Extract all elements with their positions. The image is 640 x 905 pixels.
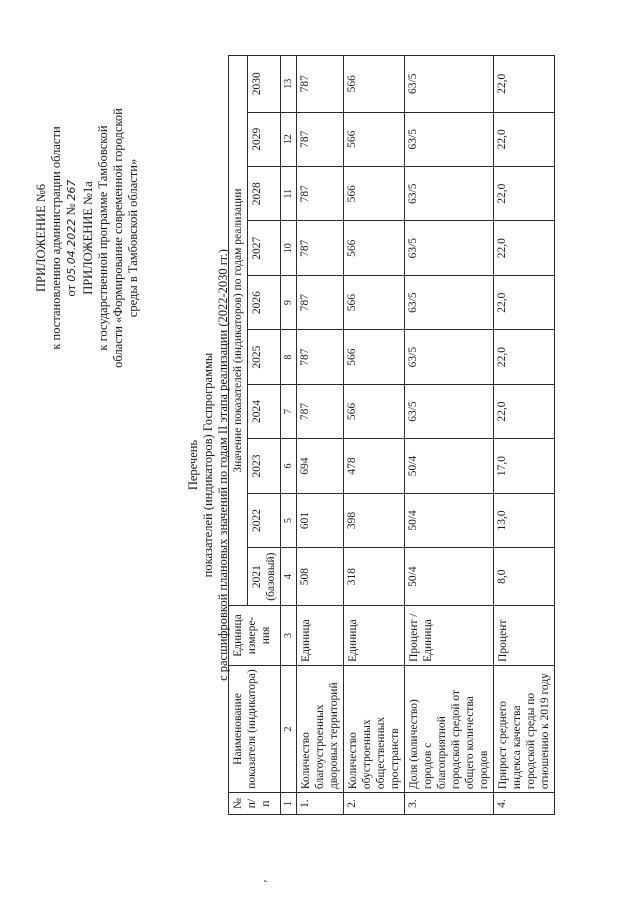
value-cell: 398 <box>344 493 405 547</box>
value-cell: 22,0 <box>494 167 555 221</box>
value-cell: 50/4 <box>405 493 494 547</box>
value-cell: 787 <box>297 330 344 384</box>
column-number-cell: 9 <box>281 275 297 329</box>
value-cell: 318 <box>344 548 405 606</box>
table-row <box>297 56 344 815</box>
header-num: № п/п <box>229 793 281 815</box>
value-cell: 566 <box>344 384 405 438</box>
column-number-cell: 11 <box>281 167 297 221</box>
value-cell: 566 <box>344 275 405 329</box>
value-cell: 22,0 <box>494 56 555 113</box>
value-cell: 787 <box>297 167 344 221</box>
value-cell: 787 <box>297 56 344 113</box>
value-cell: 22,0 <box>494 330 555 384</box>
column-number-cell: 10 <box>281 221 297 275</box>
resolution-date-line: от 05.04.2022 № 267 <box>64 179 78 297</box>
table-row <box>344 56 405 815</box>
column-number-cell: 2 <box>281 665 297 792</box>
column-number-cell: 13 <box>281 56 297 113</box>
program-line-2: области «Формирование современной городской <box>111 108 125 368</box>
year-header-cell: 2024 <box>248 384 281 438</box>
appendix-title: ПРИЛОЖЕНИЕ №6 <box>34 183 48 293</box>
row-number: 2. <box>344 793 405 815</box>
value-cell: 63/5 <box>405 167 494 221</box>
column-number-cell: 12 <box>281 112 297 166</box>
year-header-cell: 2023 <box>248 439 281 493</box>
year-header-cell: 2029 <box>248 112 281 166</box>
column-number-cell: 3 <box>281 606 297 666</box>
indicator-unit: Процент <box>494 606 555 666</box>
table-body <box>297 56 555 815</box>
column-number-row <box>281 56 297 815</box>
indicator-unit: Единица <box>297 606 344 666</box>
row-number: 1. <box>297 793 344 815</box>
value-cell: 787 <box>297 221 344 275</box>
column-number-cell: 8 <box>281 330 297 384</box>
value-cell: 22,0 <box>494 221 555 275</box>
title-period: с расшифровкой плановых значений по годам II этапа реализации (2022-2030 гг.) <box>216 249 230 681</box>
value-cell: 478 <box>344 439 405 493</box>
value-cell: 50/4 <box>405 439 494 493</box>
indicator-name: Прирост среднего индекса качества городской среды по отношению к 2019 году <box>494 665 555 792</box>
table-row <box>405 56 494 815</box>
value-cell: 566 <box>344 112 405 166</box>
value-cell: 13,0 <box>494 493 555 547</box>
column-number-cell: 7 <box>281 384 297 438</box>
value-cell: 508 <box>297 548 344 606</box>
value-cell: 8,0 <box>494 548 555 606</box>
row-number: 3. <box>405 793 494 815</box>
value-cell: 63/5 <box>405 56 494 113</box>
sub-appendix-title: ПРИЛОЖЕНИЕ №1а <box>81 181 95 295</box>
value-cell: 63/5 <box>405 384 494 438</box>
value-cell: 787 <box>297 275 344 329</box>
value-cell: 566 <box>344 167 405 221</box>
value-cell: 22,0 <box>494 275 555 329</box>
value-cell: 601 <box>297 493 344 547</box>
program-line-3: среды в Тамбовской области» <box>126 158 140 318</box>
value-cell: 22,0 <box>494 112 555 166</box>
value-cell: 63/5 <box>405 112 494 166</box>
year-header-cell: 2022 <box>248 493 281 547</box>
list-title <box>186 185 231 745</box>
year-header-cell: 2026 <box>248 275 281 329</box>
header-name: Наименование показателя (индикатора) <box>229 665 281 792</box>
indicator-unit: Единица <box>344 606 405 666</box>
indicators-table <box>228 55 555 815</box>
indicator-name: Доля (количество) городов с благоприятной городской средой от общего количества городов <box>405 665 494 792</box>
margin-mark: ’ <box>262 879 276 883</box>
value-cell: 63/5 <box>405 275 494 329</box>
value-cell: 22,0 <box>494 384 555 438</box>
year-header-cell: 2028 <box>248 167 281 221</box>
handwritten-date: 05.04.2022 <box>65 218 78 282</box>
value-cell: 566 <box>344 56 405 113</box>
handwritten-number: 267 <box>65 179 78 201</box>
indicator-name: Количество обустроенных общественных пространств <box>344 665 405 792</box>
column-number-cell: 4 <box>281 548 297 606</box>
value-cell: 63/5 <box>405 221 494 275</box>
header-row <box>229 56 248 815</box>
title-subheading: показателей (индикаторов) Госпрограммы <box>201 352 215 578</box>
column-number-cell: 1 <box>281 793 297 815</box>
program-line-1: к государственной программе Тамбовской <box>96 125 110 351</box>
value-cell: 787 <box>297 112 344 166</box>
year-header-cell: 2025 <box>248 330 281 384</box>
indicator-name: Количество благоустроенных дворовых территорий <box>297 665 344 792</box>
value-cell: 566 <box>344 330 405 384</box>
header-values: Значение показателей (индикаторов) по годам реализации <box>229 56 248 606</box>
indicator-unit: Процент / Единица <box>405 606 494 666</box>
value-cell: 50/4 <box>405 548 494 606</box>
year-header-cell: 2030 <box>248 56 281 113</box>
appendix-header <box>34 83 141 393</box>
value-cell: 787 <box>297 384 344 438</box>
value-cell: 17,0 <box>494 439 555 493</box>
table-row <box>494 56 555 815</box>
year-header-cell: 2027 <box>248 221 281 275</box>
year-header-cell: 2021 (базовый) <box>248 548 281 606</box>
header-unit: Единица измере-ния <box>229 606 281 666</box>
resolution-line: к постановлению администрации области <box>49 126 63 350</box>
value-cell: 63/5 <box>405 330 494 384</box>
value-cell: 566 <box>344 221 405 275</box>
title-heading: Перечень <box>186 439 200 491</box>
row-number: 4. <box>494 793 555 815</box>
column-number-cell: 6 <box>281 439 297 493</box>
column-number-cell: 5 <box>281 493 297 547</box>
value-cell: 694 <box>297 439 344 493</box>
